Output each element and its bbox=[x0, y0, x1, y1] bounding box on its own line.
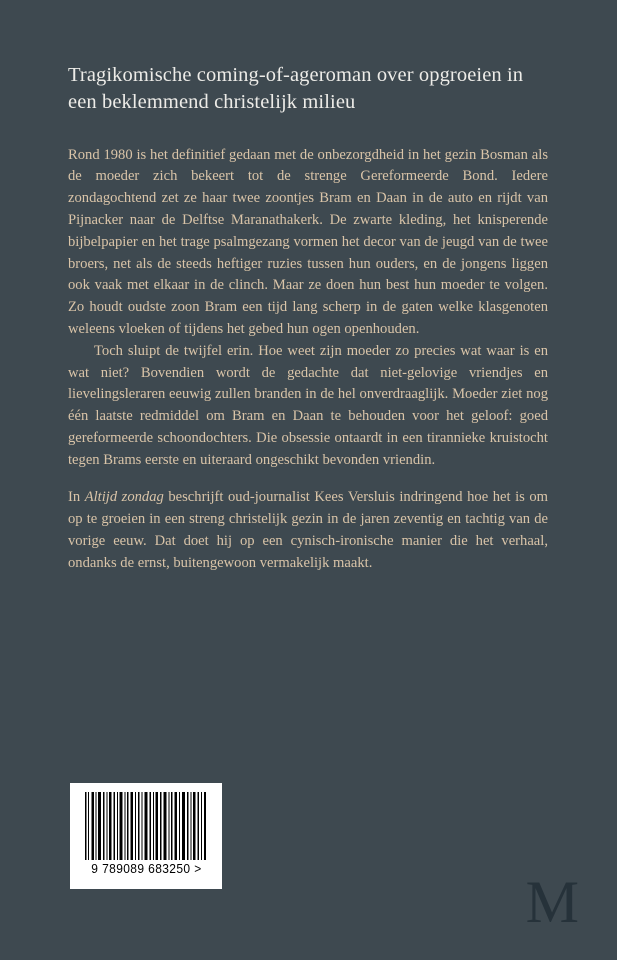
ean13-barcode-icon bbox=[84, 792, 208, 860]
book-title-italic: Altijd zondag bbox=[84, 489, 164, 506]
blurb-paragraph-3-prefix: In bbox=[68, 489, 85, 506]
publisher-logo: M bbox=[525, 869, 579, 935]
blurb-paragraph-3 bbox=[68, 487, 548, 574]
blurb-paragraph-3-rest: beschrijft oud-journalist Kees Versluis indringend hoe het is om op te groeien in een streng christelijk gezin in de jaren zeventig en tachtig van de vorige eeuw. Dat doet hij op een cynisch-ironische manier die het verhaal, ondanks de ernst, buitengewoon vermakelijk maakt. bbox=[68, 489, 548, 571]
cover-text-column bbox=[68, 62, 548, 574]
cover-headline: Tragikomische coming-of-ageroman over opgroeien in een beklemmend christelijk milieu bbox=[68, 64, 524, 114]
blurb-paragraph-1: Rond 1980 is het definitief gedaan met de onbezorgdheid in het gezin Bosman als de moeder zich bekeert tot de strenge Gereformeerde Bond. Iedere zondagochtend zet ze haar twee zoontjes Bram en Daan in de auto en rijdt van Pijnacker naar de Delftse Maranathakerk. De zwarte kleding, het knisperende bijbelpapier en het trage psalmgezang vormen het decor van de jeugd van de twee broers, net als de steeds heftiger ruzies tussen hun ouders, en de jongens liggen ook vaak met elkaar in de clinch. Maar ze doen hun best hun moeder te volgen. Zo houdt oudste zoon Bram een tijd lang scherp in de gaten welke klasgenoten weleens vloeken of tijdens het gebed hun ogen openhouden. bbox=[68, 146, 548, 337]
barcode-block bbox=[70, 783, 222, 889]
barcode-number: 9 789089 683250 > bbox=[90, 862, 202, 876]
cover-blurb bbox=[68, 145, 548, 575]
blurb-paragraph-2: Toch sluipt de twijfel erin. Hoe weet zijn moeder zo precies wat waar is en wat niet? Bovendien wordt de gedachte dat niet-gelovige vriendjes en lievelingsleraren eeuwig zullen branden in de hel onverdraaglijk. Moeder ziet nog één laatste redmiddel om Bram en Daan te behouden voor het geloof: goed gereformeerde schoondochters. Die obsessie ontaardt in een tirannieke kruistocht tegen Brams eerste en uiteraard ongeschikt bevonden vriendin. bbox=[68, 342, 548, 468]
